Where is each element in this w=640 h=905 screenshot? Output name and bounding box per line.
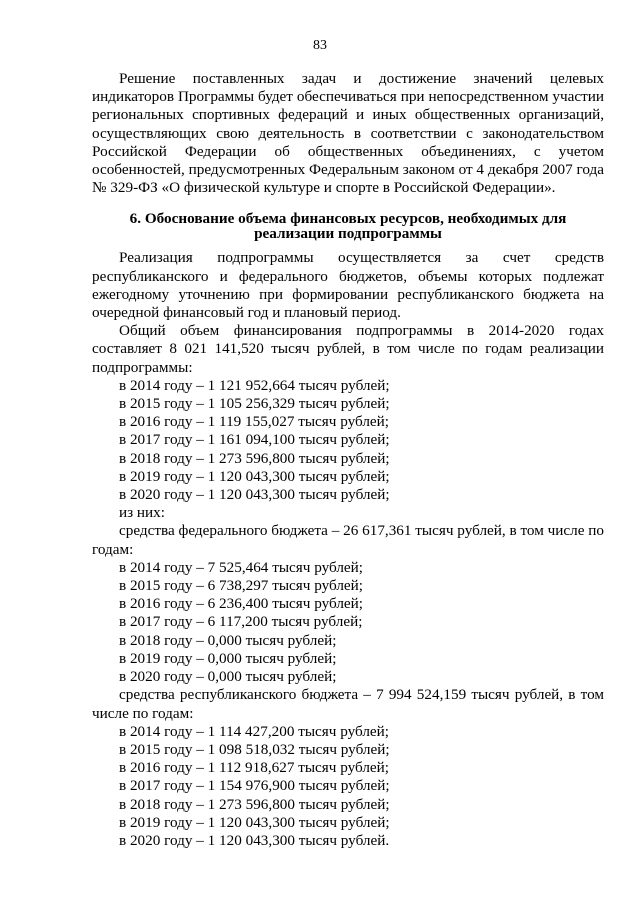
list-item: в 2020 году – 1 120 043,300 тысяч рублей; (119, 486, 390, 504)
list-item: в 2014 году – 1 114 427,200 тысяч рублей; (119, 722, 390, 740)
list-item: в 2016 году – 1 119 155,027 тысяч рублей; (119, 413, 390, 431)
list-item: в 2017 году – 1 161 094,100 тысяч рублей; (119, 431, 390, 449)
republic-by-year-list (92, 723, 604, 850)
list-item: в 2018 году – 1 273 596,800 тысяч рублей; (119, 449, 390, 467)
list-item: в 2017 году – 1 154 976,900 тысяч рублей; (119, 777, 390, 795)
list-item: в 2016 году – 1 112 918,627 тысяч рублей; (119, 759, 390, 777)
federal-by-year-list (92, 559, 604, 686)
funding-paragraph: Реализация подпрограммы осуществляется за счет средств республиканского и федерального бюджетов, объемы которых подлежат ежегодному уточнению при формировании республиканского бюджета на очередной финансовый год и плановый период. (92, 249, 604, 322)
list-item: в 2016 году – 6 236,400 тысяч рублей; (119, 595, 364, 613)
list-item: в 2020 году – 0,000 тысяч рублей; (119, 668, 337, 686)
list-item: в 2019 году – 1 120 043,300 тысяч рублей; (119, 467, 390, 485)
total-by-year-list (92, 377, 604, 504)
federal-paragraph: средства федерального бюджета – 26 617,361 тысяч рублей, в том числе по годам: (92, 522, 604, 558)
list-item: в 2014 году – 7 525,464 тысяч рублей; (119, 558, 364, 576)
document-body (92, 70, 604, 850)
of-them-label: из них: (119, 504, 165, 522)
list-item: в 2018 году – 1 273 596,800 тысяч рублей; (119, 795, 390, 813)
list-item: в 2015 году – 1 098 518,032 тысяч рублей; (119, 740, 390, 758)
republic-paragraph: средства республиканского бюджета – 7 994 524,159 тысяч рублей, в том числе по годам: (92, 686, 604, 722)
list-item: в 2018 году – 0,000 тысяч рублей; (119, 631, 337, 649)
section-title: 6. Обоснование объема финансовых ресурсов, необходимых для реализации подпрограммы (129, 210, 567, 243)
intro-paragraph: Решение поставленных задач и достижение значений целевых индикаторов Программы будет обеспечиваться при непосредственном участии региональных спортивных федераций и иных общественных организаций, осуществляющих свою деятельность в соответствии с законодательством Российской Федерации об общественных объединениях, с учетом особенностей, предусмотренных Федеральным законом от 4 декабря 2007 года № 329-ФЗ «О физической культуре и спорте в Российской Федерации». (92, 70, 604, 197)
page-number: 83 (313, 38, 327, 53)
list-item: в 2019 году – 0,000 тысяч рублей; (119, 649, 337, 667)
list-item: в 2019 году – 1 120 043,300 тысяч рублей; (119, 813, 390, 831)
list-item: в 2015 году – 1 105 256,329 тысяч рублей; (119, 395, 390, 413)
list-item: в 2015 году – 6 738,297 тысяч рублей; (119, 577, 364, 595)
list-item: в 2014 году – 1 121 952,664 тысяч рублей; (119, 376, 390, 394)
list-item: в 2020 году – 1 120 043,300 тысяч рублей. (119, 831, 390, 849)
total-paragraph: Общий объем финансирования подпрограммы в 2014-2020 годах составляет 8 021 141,520 тысяч рублей, в том числе по годам реализации подпрограммы: (92, 322, 604, 376)
list-item: в 2017 году – 6 117,200 тысяч рублей; (119, 613, 363, 631)
